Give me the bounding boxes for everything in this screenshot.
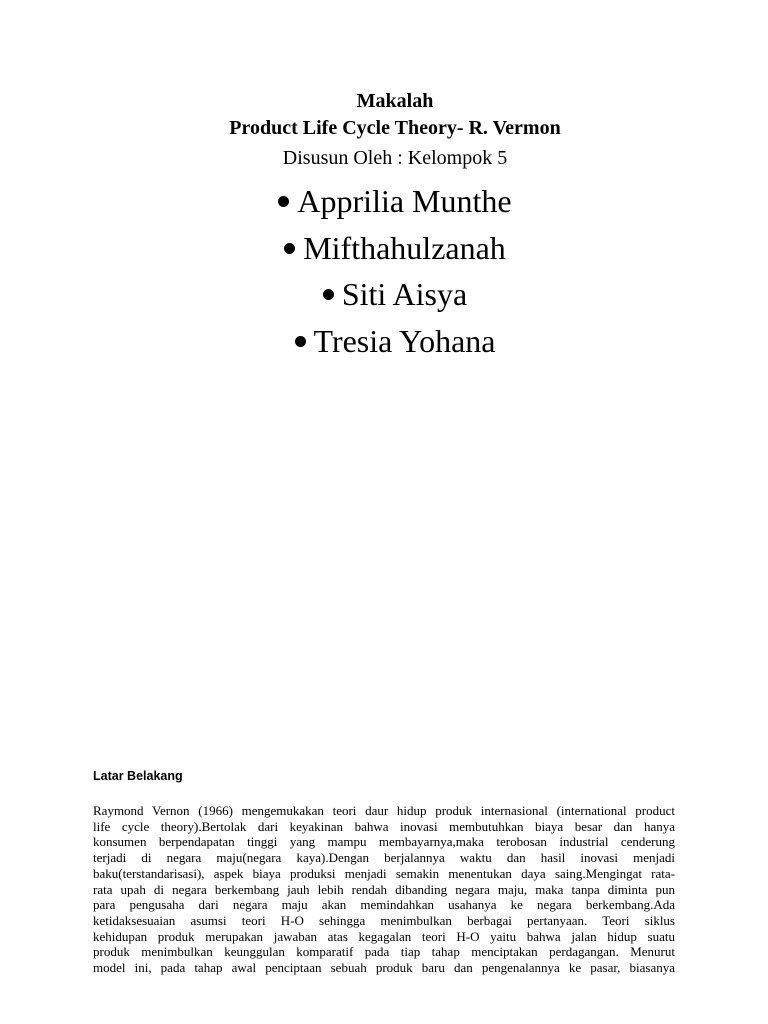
document-title: Makalah	[356, 90, 434, 112]
member-item	[22, 225, 768, 272]
bullet-icon	[323, 289, 334, 300]
body-line: Raymond Vernon (1966) mengemukakan teori daur hidup produk internasional (international product	[93, 803, 675, 818]
body-line: baku(terstandarisasi), aspek biaya produksi menjadi semakin menentukan daya saing.Mengingat rata-	[93, 865, 675, 881]
member-name: Tresia Yohana	[313, 322, 496, 359]
body-line: terjadi di negara maju(negara kaya).Dengan berjalannya waktu dan hasil inovasi menjadi	[93, 850, 675, 866]
bullet-icon	[278, 196, 289, 207]
member-item	[22, 271, 768, 318]
body-line: ketidaksesuaian asumsi teori H-O sehingga menimbulkan berbagai pertanyaan. Teori siklus	[93, 912, 675, 928]
author-line: Disusun Oleh : Kelompok 5	[282, 147, 508, 169]
body-line: model ini, pada tahap awal penciptaan sebuah produk baru dan pengenalannya ke pasar, biasanya	[93, 960, 675, 976]
title-block	[0, 88, 768, 173]
member-list	[0, 178, 768, 364]
body-line: rata upah di negara berkembang jauh lebih rendah dibanding negara maju, maka tanpa diminta pun	[93, 881, 675, 897]
document-subtitle: Product Life Cycle Theory- R. Vermon	[229, 117, 561, 139]
bullet-icon	[284, 243, 295, 254]
body-line: kehidupan produk merupakan jawaban atas kegagalan teori H-O yaitu bahwa jalan hidup suatu	[93, 928, 675, 944]
member-name: Siti Aisya	[341, 276, 468, 312]
member-item	[22, 178, 768, 225]
section-heading: Latar Belakang	[93, 769, 183, 783]
section-body	[93, 803, 675, 976]
member-name: Mifthahulzanah	[303, 229, 506, 266]
body-line: para pengusaha dari negara maju akan memindahkan usahanya ke negara berkembang.Ada	[93, 897, 675, 913]
body-line: konsumen berpendapatan tinggi yang mampu membayarnya,maka terobosan industrial cenderung	[93, 834, 675, 850]
bullet-icon	[295, 336, 306, 347]
body-line: life cycle theory).Bertolak dari keyakinan bahwa inovasi membutuhkan biaya besar dan hanya	[93, 818, 675, 834]
member-item	[22, 318, 768, 365]
member-name: Apprilia Munthe	[297, 183, 512, 219]
body-line: produk menimbulkan keunggulan komparatif pada tiap tahap menciptakan perdagangan. Menurut	[93, 944, 675, 960]
